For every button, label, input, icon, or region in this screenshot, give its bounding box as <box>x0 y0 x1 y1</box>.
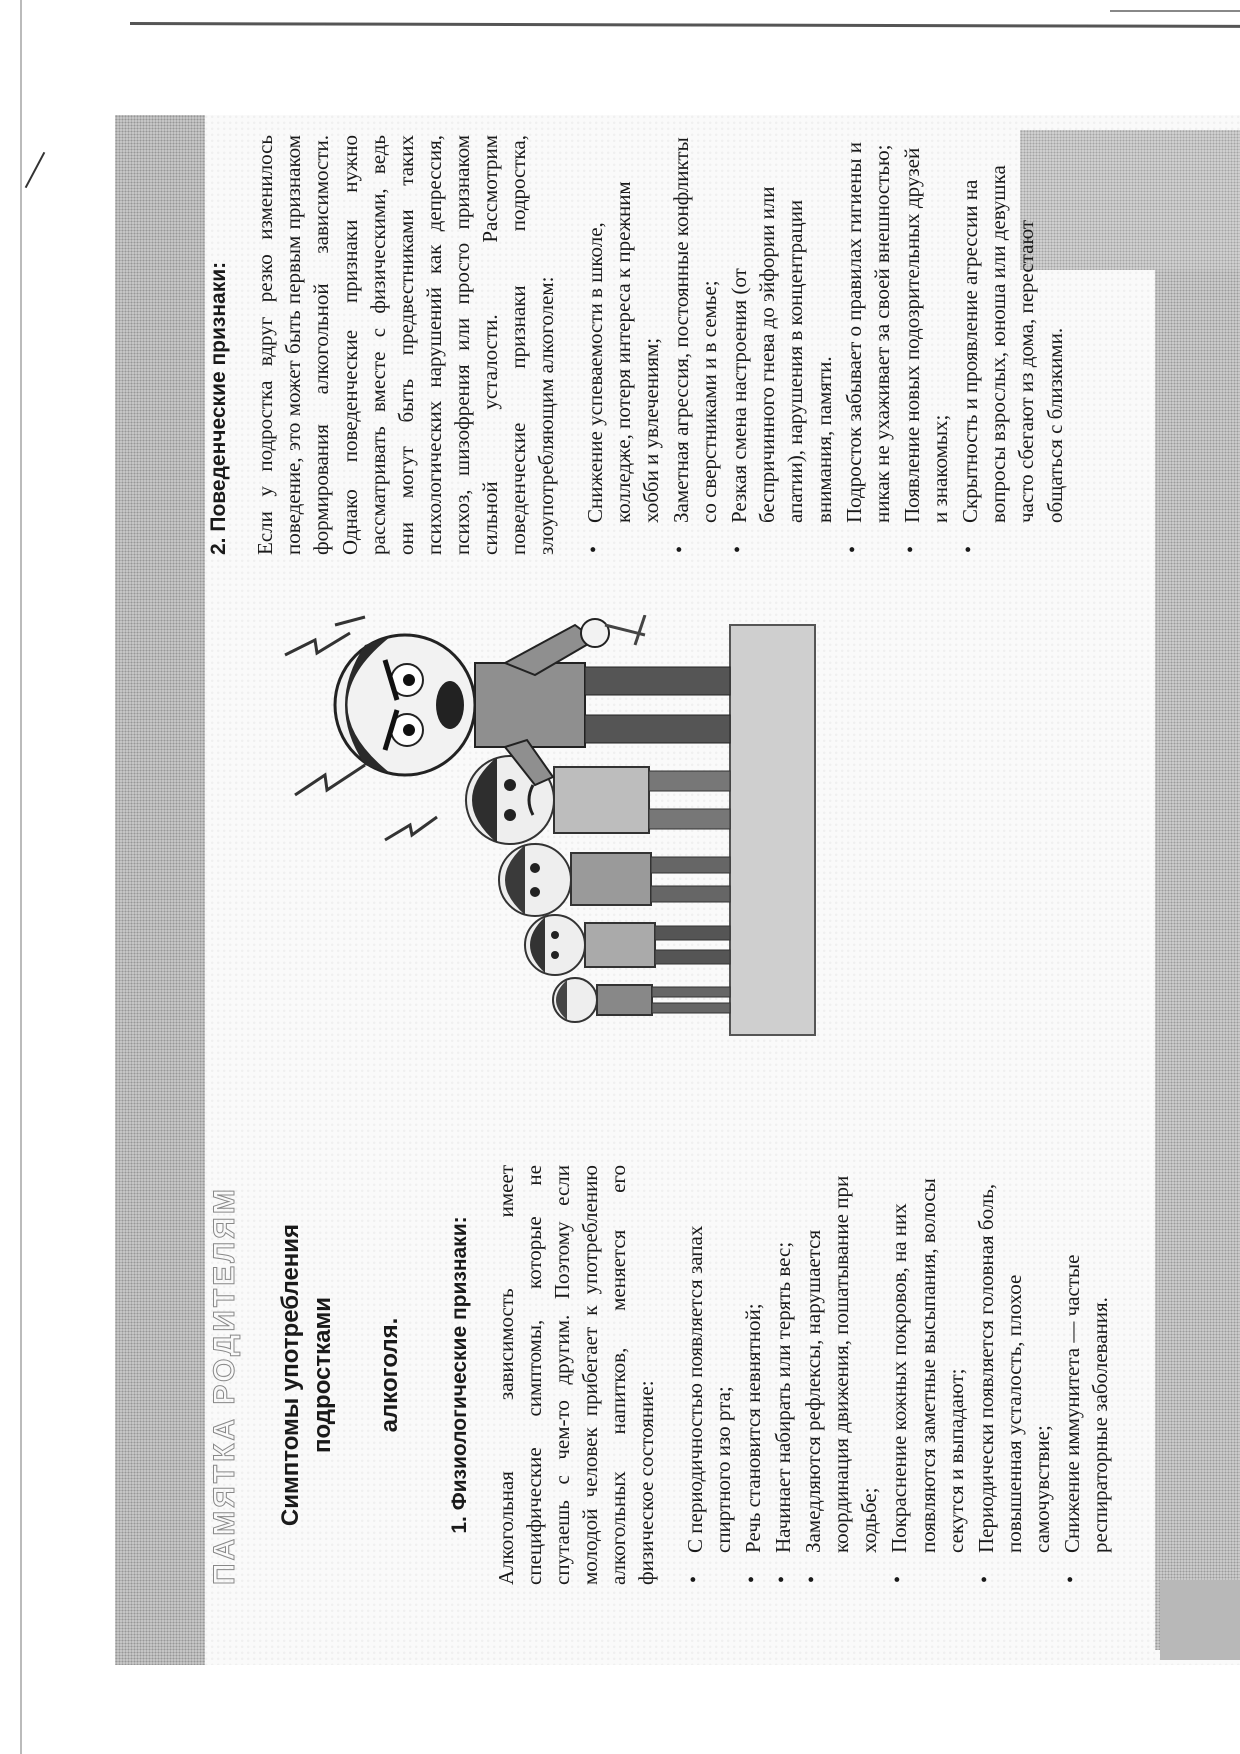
ground-shape <box>730 625 815 1035</box>
boy-1 <box>553 978 730 1022</box>
angry-teens-illustration <box>175 615 1155 1095</box>
list-item: • Снижение иммунитета — частые респираторные заболевания. <box>1058 1165 1114 1553</box>
list-item: • Заметная агрессия, постоянные конфликты со сверстниками и в семье; <box>667 135 723 523</box>
angry-boy <box>335 615 730 785</box>
list-item: • Замедляются рефлексы, нарушается координация движения, пошатывание при ходьбе; <box>799 1165 883 1553</box>
column-physiological <box>205 1165 1116 1585</box>
list-item: • Речь становится невнятной; <box>739 1165 767 1553</box>
boy-4 <box>466 756 730 844</box>
boy-3 <box>499 844 730 916</box>
rotated-page <box>115 115 1240 1665</box>
header-title: ПАМЯТКА РОДИТЕЛЯМ <box>208 1186 241 1585</box>
list-item: • Появление новых подозрительных друзей и знакомых; <box>898 135 954 523</box>
list-item: • Покраснение кожных покровов, на них появляются заметные высыпания, волосы секутся и выпадают; <box>885 1165 969 1553</box>
list-item: • Начинает набирать или терять вес; <box>769 1165 797 1553</box>
list-item: • С периодичностью появляется запах спиртного изо рта; <box>681 1165 737 1553</box>
scan-edge-line-right <box>1110 10 1240 12</box>
section1-intro: Алкогольная зависимость имеет специфические симптомы, которые не спутаешь с чем-то другим. Поэтому если молодой человек прибегает к употреблению алкогольных напитков, меняется его физическое состояние: <box>493 1165 659 1585</box>
title-line-1: Симптомы употребления подростками <box>277 1223 337 1527</box>
list-item: • Снижение успеваемости в школе, колледже, потеря интереса к прежним хобби и увлечениям; <box>581 135 665 523</box>
document-title <box>275 1165 405 1585</box>
section1-heading: 1. Физиологические признаки: <box>447 1216 471 1534</box>
section2-heading: 2. Поведенческие признаки: <box>207 261 230 555</box>
scan-side-line <box>20 0 22 1754</box>
list-item: • Резкая смена настроения (от беспричинного гнева до эйфории или апатии), нарушения в концентрации внимания, памяти. <box>725 135 838 523</box>
section2-intro: Если у подростка вдруг резко изменилось поведение, это может быть первым признаком формирования алкогольной зависимости. Однако поведенческие признаки нужно рассматривать вместе с физическими, ведь они могут быть предвестниками таких психологических нарушений как депрессия, психоз, шизофрения или просто признаком сильной усталости. Рассмотрим поведенческие признаки подростка, злоупотребляющим алкоголем: <box>253 135 559 555</box>
section1-list <box>681 1165 1115 1585</box>
list-item: • Периодически появляется головная боль, повышенная усталость, плохое самочувствие; <box>972 1165 1056 1553</box>
pen-mark <box>25 152 46 188</box>
list-item: • Скрытность и проявление агрессии на вопросы взрослых, юноша или девушка часто сбегают из дома, перестают общаться с близкими. <box>956 135 1069 523</box>
boy-2 <box>525 915 730 975</box>
column-behavioral <box>205 135 1071 555</box>
list-item: • Подросток забывает о правилах гигиены и никак не ухаживает за своей внешностью; <box>840 135 896 523</box>
section2-list <box>581 135 1069 555</box>
title-line-2: алкоголя. <box>375 1317 403 1433</box>
